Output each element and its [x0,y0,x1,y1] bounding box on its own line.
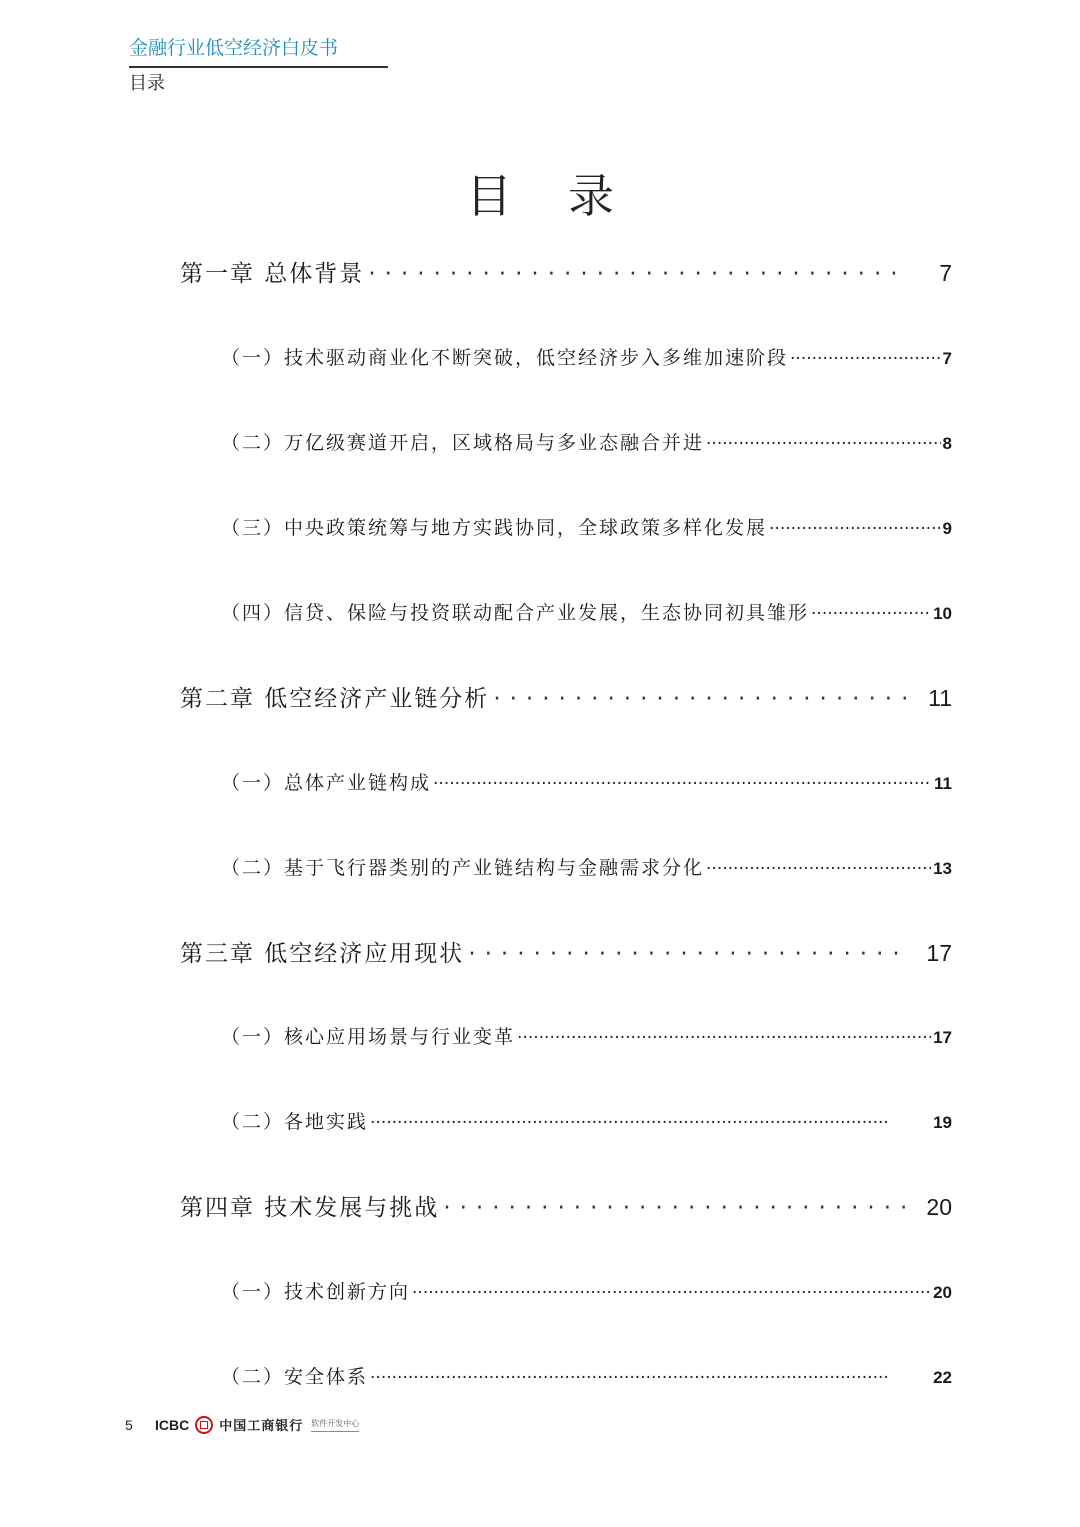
toc-entry-text: （二）安全体系 [221,1366,369,1388]
header-divider [129,66,388,68]
dot-leader [468,941,908,967]
dot-leader [443,1195,908,1221]
toc-section-2-1[interactable] [221,768,952,795]
toc-section-3-2[interactable] [221,1107,952,1134]
toc-section-2-2[interactable] [221,853,952,880]
toc-page-number: 17 [926,940,952,966]
toc-section-1-4[interactable] [221,598,952,625]
toc-page-number: 7 [942,349,952,368]
dot-leader [706,859,931,879]
center-name: 软件开发中心 [311,1418,359,1432]
toc-entry-text: （一）技术创新方向 [221,1281,411,1303]
toc-entry-text: （一）技术驱动商业化不断突破，低空经济步入多维加速阶段 [221,347,789,369]
bank-name: 中国工商银行 [219,1419,304,1434]
toc-entry-text: 第四章 技术发展与挑战 [180,1195,440,1221]
running-header [129,36,388,96]
toc-entry-text: 第一章 总体背景 [180,261,365,287]
dot-leader [517,1028,931,1048]
dot-leader [790,349,941,369]
dot-leader [493,686,908,712]
toc-chapter-1[interactable] [180,255,952,288]
toc-page-number: 7 [939,260,952,286]
toc-entry-text: （一）总体产业链构成 [221,772,432,794]
toc-entry-text: （二）各地实践 [221,1111,369,1133]
dot-leader [706,434,941,454]
dot-leader [412,1283,931,1303]
toc-section-3-1[interactable] [221,1022,952,1049]
dot-leader [769,519,941,539]
dot-leader [370,1368,931,1388]
toc-section-4-2[interactable] [221,1362,952,1389]
toc-heading: 目录 [466,169,670,223]
toc-entry-text: 第三章 低空经济应用现状 [180,941,465,967]
toc-page-number: 20 [933,1283,952,1302]
toc-entry-text: （三）中央政策统筹与地方实践协同，全球政策多样化发展 [221,517,768,539]
toc-page-number: 10 [933,604,952,623]
icbc-logo-icon [195,1416,213,1434]
page-footer [125,1415,359,1434]
toc-chapter-2[interactable] [180,680,952,713]
toc-page-number: 17 [933,1028,952,1047]
toc-chapter-4[interactable] [180,1189,952,1222]
footer-page-number: 5 [125,1416,133,1433]
toc-page-number: 11 [934,774,952,793]
toc-page-number: 20 [926,1194,952,1220]
document-title: 金融行业低空经济白皮书 [129,37,339,59]
section-label: 目录 [129,73,165,94]
toc-page-number: 22 [933,1368,952,1387]
dot-leader [370,1113,931,1133]
toc-page-number: 9 [942,519,952,538]
toc-section-4-1[interactable] [221,1277,952,1304]
icbc-wordmark: ICBC [155,1416,190,1433]
toc-section-1-1[interactable] [221,343,952,370]
dot-leader [811,604,931,624]
toc-page-number: 8 [942,434,952,453]
toc-entry-text: （四）信贷、保险与投资联动配合产业发展，生态协同初具雏形 [221,602,810,624]
dot-leader [433,774,932,794]
toc-page-number: 19 [933,1113,952,1132]
toc-section-1-2[interactable] [221,428,952,455]
toc-page-number: 11 [928,685,952,711]
toc-section-1-3[interactable] [221,513,952,540]
toc-entry-text: 第二章 低空经济产业链分析 [180,686,490,712]
toc-entry-text: （二）万亿级赛道开启，区域格局与多业态融合并进 [221,432,705,454]
toc-chapter-3[interactable] [180,935,952,968]
toc-page-number: 13 [933,859,952,878]
dot-leader [368,261,908,287]
toc-entry-text: （一）核心应用场景与行业变革 [221,1026,516,1048]
toc-entry-text: （二）基于飞行器类别的产业链结构与金融需求分化 [221,857,705,879]
